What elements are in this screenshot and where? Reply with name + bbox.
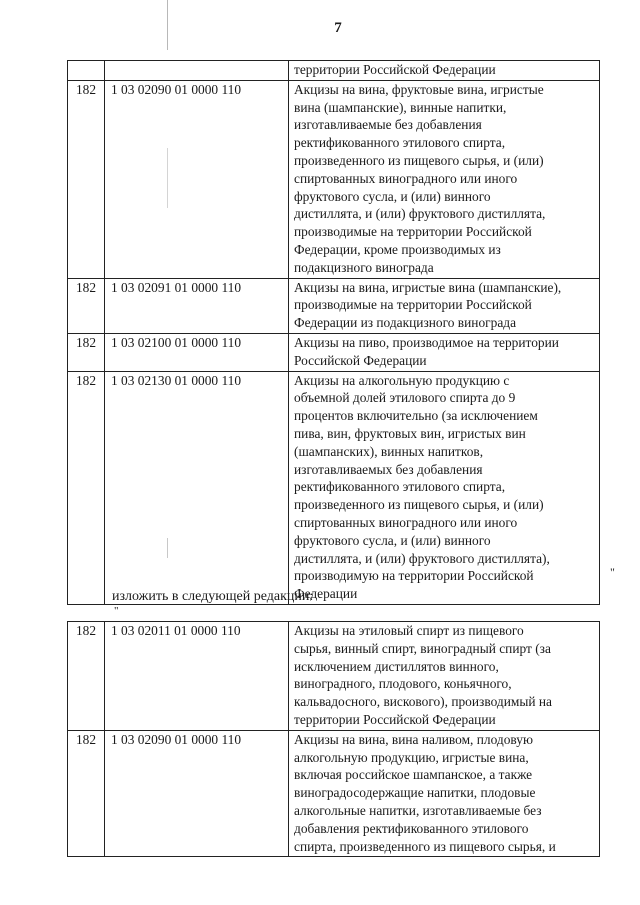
description-line: Акцизы на вина, вина наливом, плодовую	[294, 731, 533, 747]
description-line: произведенного из пищевого сырья, и (или)	[294, 152, 544, 168]
admin-code-cell: 182	[68, 333, 105, 371]
description-line: дистиллята, и (или) фруктового дистиллята,	[294, 206, 546, 222]
table-row	[68, 622, 600, 731]
budget-code-cell: 1 03 02090 01 0000 110	[105, 730, 289, 857]
description-cell	[289, 61, 600, 81]
description-line: объемной долей этилового спирта до 9	[294, 390, 516, 406]
description-line: виноградного, плодового, коньячного,	[294, 676, 512, 692]
description-line: изготавливаемых без добавления	[294, 461, 483, 477]
admin-code-cell: 182	[68, 622, 105, 731]
opening-quote: "	[114, 605, 119, 617]
description-line: сырья, винный спирт, виноградный спирт (за	[294, 640, 551, 656]
description-line: Акцизы на пиво, производимое на территории	[294, 334, 559, 350]
description-line: исключением дистиллятов винного,	[294, 658, 499, 674]
page-number: 7	[334, 20, 342, 36]
description-cell	[289, 333, 600, 371]
codes-table-new-edition	[67, 621, 600, 857]
description-cell	[289, 278, 600, 333]
admin-code-cell: 182	[68, 371, 105, 604]
budget-code-cell: 1 03 02091 01 0000 110	[105, 278, 289, 333]
description-line: процентов включительно (за исключением	[294, 408, 538, 424]
description-line: спиртованных виноградного или иного	[294, 170, 518, 186]
description-line: Федерации из подакцизного винограда	[294, 315, 517, 331]
description-line: спирта, произведенного из пищевого сырья, и	[294, 838, 556, 854]
description-line: изготавливаемые без добавления	[294, 117, 482, 133]
description-line: территории Российской Федерации	[294, 711, 496, 727]
amendment-instruction: изложить в следующей редакции:	[112, 589, 314, 604]
table-row	[68, 61, 600, 81]
description-line: алкогольную продукцию, игристые вина,	[294, 749, 529, 765]
description-line: Федерации	[294, 586, 358, 602]
table-row	[68, 730, 600, 857]
description-line: Акцизы на вина, игристые вина (шампанские),	[294, 279, 562, 295]
description-line: Федерации, кроме производимых из	[294, 241, 501, 257]
description-line: ректификованного этилового спирта,	[294, 479, 506, 495]
description-line: произведенного из пищевого сырья, и (или)	[294, 497, 544, 513]
codes-table-continued	[67, 60, 600, 605]
codes-table-continued-body	[68, 61, 600, 605]
description-line: пива, вин, фруктовых вин, игристых вин	[294, 425, 526, 441]
table-row	[68, 278, 600, 333]
description-line: ректификованного этилового спирта,	[294, 135, 506, 151]
admin-code-cell: 182	[68, 80, 105, 278]
description-line: Акцизы на вина, фруктовые вина, игристые	[294, 81, 544, 97]
description-cell	[289, 80, 600, 278]
description-line: спиртованных виноградного или иного	[294, 514, 518, 530]
description-line: (шампанских), винных напитков,	[294, 443, 484, 459]
description-line: производимую на территории Российской	[294, 568, 534, 584]
description-line: вина (шампанские), винные напитки,	[294, 99, 507, 115]
budget-code-cell	[105, 61, 289, 81]
description-line: добавления ректификованного этилового	[294, 820, 529, 836]
description-line: включая российское шампанское, а также	[294, 767, 533, 783]
description-line: подакцизного винограда	[294, 259, 434, 275]
admin-code-cell	[68, 61, 105, 81]
description-line: Российской Федерации	[294, 352, 427, 368]
description-line: Акцизы на этиловый спирт из пищевого	[294, 623, 524, 638]
closing-quote: "	[610, 565, 615, 579]
description-cell	[289, 371, 600, 604]
table-row	[68, 371, 600, 604]
description-line: алкогольные напитки, изготавливаемые без	[294, 802, 542, 818]
description-cell	[289, 622, 600, 731]
description-line: производимые на территории Российской	[294, 297, 532, 313]
description-line: Акцизы на алкогольную продукцию с	[294, 372, 510, 388]
description-cell	[289, 730, 600, 857]
budget-code-cell: 1 03 02100 01 0000 110	[105, 333, 289, 371]
codes-table-new-edition-body	[68, 622, 600, 857]
budget-code-cell: 1 03 02090 01 0000 110	[105, 80, 289, 278]
description-line: кальвадосного, вискового), производимый на	[294, 694, 552, 710]
budget-code-cell: 1 03 02011 01 0000 110	[105, 622, 289, 731]
description-line: территории Российской Федерации	[294, 62, 496, 77]
description-line: дистиллята, и (или) фруктового дистиллята),	[294, 550, 550, 566]
description-line: производимые на территории Российской	[294, 224, 532, 240]
description-line: виноградосодержащие напитки, плодовые	[294, 785, 536, 801]
description-line: фруктового сусла, и (или) винного	[294, 188, 491, 204]
admin-code-cell: 182	[68, 730, 105, 857]
admin-code-cell: 182	[68, 278, 105, 333]
budget-code-cell: 1 03 02130 01 0000 110	[105, 371, 289, 604]
table-row	[68, 80, 600, 278]
table-row	[68, 333, 600, 371]
description-line: фруктового сусла, и (или) винного	[294, 532, 491, 548]
